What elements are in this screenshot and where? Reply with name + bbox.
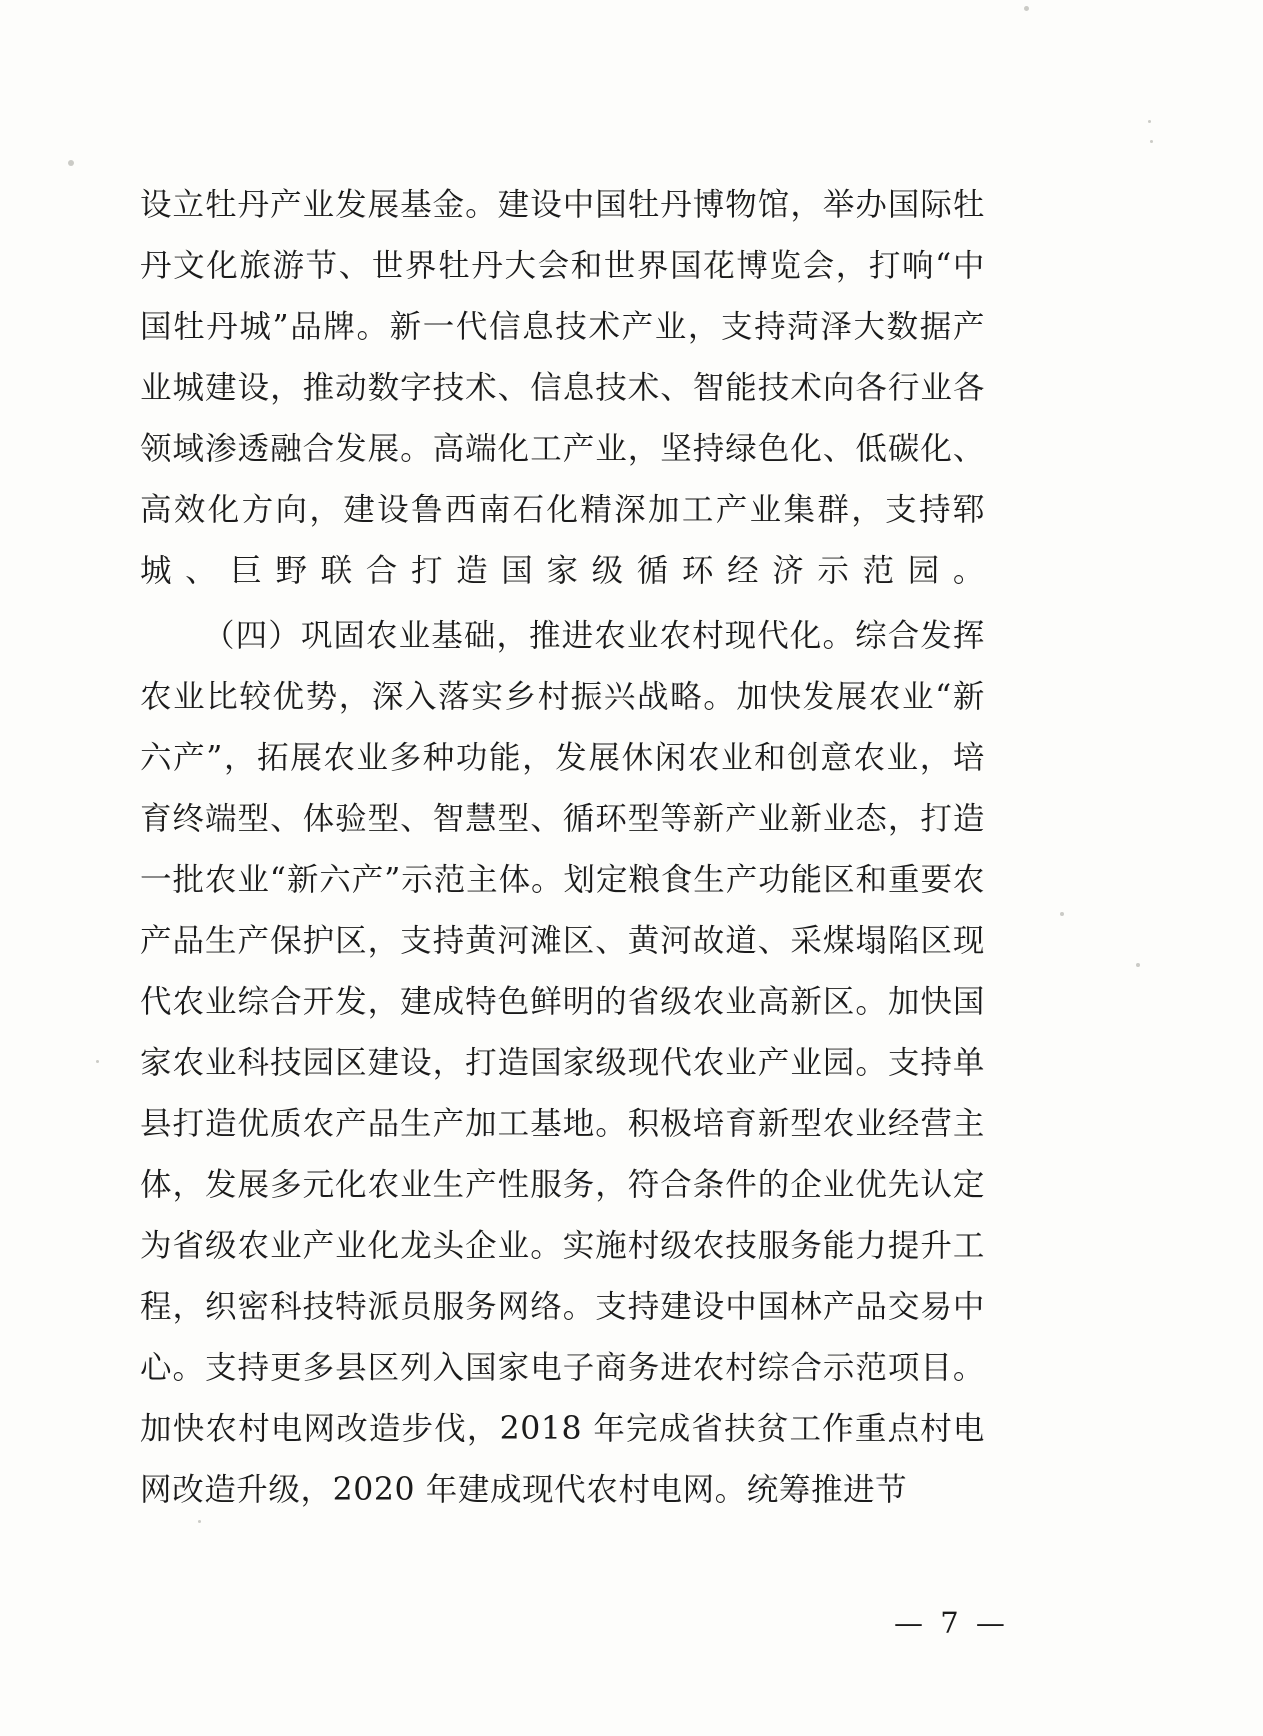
paragraph-2: （四）巩固农业基础，推进农业农村现代化。综合发挥农业比较优势，深入落实乡村振兴战略。加快发展农业“新六产”，拓展农业多种功能，发展休闲农业和创意农业，培育终端型、体验型、智慧型、循环型等新产业新业态，打造一批农业“新六产”示范主体。划定粮食生产功能区和重要农产品生产保护区，支持黄河滩区、黄河故道、采煤塌陷区现代农业综合开发，建成特色鲜明的省级农业高新区。加快国家农业科技园区建设，打造国家级现代农业产业园。支持单县打造优质农产品生产加工基地。积极培育新型农业经营主体，发展多元化农业生产性服务，符合条件的企业优先认定为省级农业产业化龙头企业。实施村级农技服务能力提升工程，织密科技特派员服务网络。支持建设中国林产品交易中心。支持更多县区列入国家电子商务进农村综合示范项目。加快农村电网改造步伐，2018 年完成省扶贫工作重点村电网改造升级，2020 年建成现代农村电网。统筹推进节 (140, 618, 985, 1508)
scan-speck (96, 1060, 99, 1063)
scan-speck (1136, 963, 1140, 967)
scan-speck (1060, 912, 1064, 916)
document-body (140, 175, 985, 1525)
scan-speck (68, 160, 74, 166)
paragraph-1: 设立牡丹产业发展基金。建设中国牡丹博物馆，举办国际牡丹文化旅游节、世界牡丹大会和世界国花博览会，打响“中国牡丹城”品牌。新一代信息技术产业，支持菏泽大数据产业城建设，推动数字技术、信息技术、智能技术向各行业各领域渗透融合发展。高端化工产业，坚持绿色化、低碳化、高效化方向，建设鲁西南石化精深加工产业集群，支持郓城、巨野联合打造国家级循环经济示范园。 (140, 187, 985, 589)
page-number: — 7 — (894, 1606, 1009, 1640)
scan-speck (1024, 6, 1029, 11)
scan-speck (1150, 140, 1153, 143)
scan-speck (1148, 120, 1151, 123)
